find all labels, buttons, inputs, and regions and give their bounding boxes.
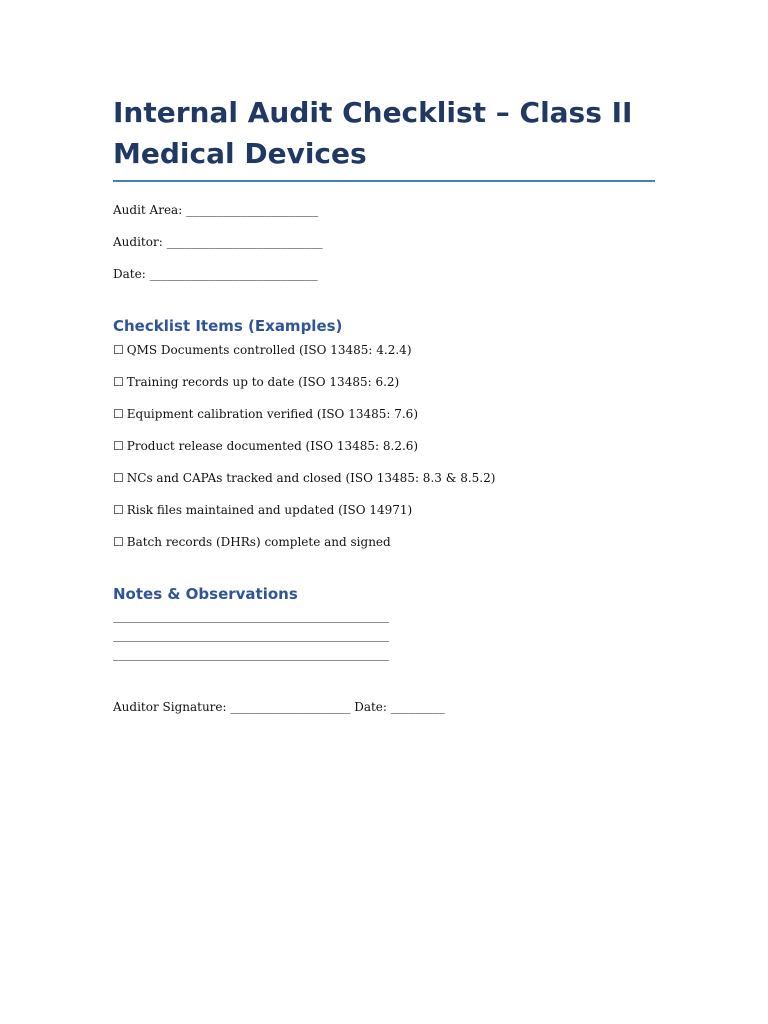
checkbox-icon: ☐ — [113, 407, 124, 421]
auditor-blank: __________________________ — [166, 235, 323, 249]
date-blank: ____________________________ — [149, 267, 318, 281]
document-title — [113, 92, 655, 182]
checklist-item — [113, 342, 412, 358]
checklist-item — [113, 406, 418, 422]
checkbox-icon: ☐ — [113, 503, 124, 517]
notes-line: ______________________________________________ — [113, 609, 389, 623]
checklist-item — [113, 438, 418, 454]
checkbox-icon: ☐ — [113, 439, 124, 453]
document-page — [113, 92, 655, 714]
checkbox-icon: ☐ — [113, 375, 124, 389]
checklist-item-text: Training records up to date (ISO 13485: 6.2) — [126, 375, 400, 389]
audit-area-label: Audit Area: — [113, 203, 183, 217]
title-line-2: Medical Devices — [113, 137, 367, 170]
auditor-field — [113, 234, 323, 250]
checkbox-icon: ☐ — [113, 471, 124, 485]
audit-area-field — [113, 202, 318, 218]
checklist-item-text: Batch records (DHRs) complete and signed — [126, 535, 391, 549]
checklist-item-text: Product release documented (ISO 13485: 8.2.6) — [126, 439, 419, 453]
checklist-item — [113, 502, 412, 518]
signature-line: Auditor Signature: ____________________ Date: _________ — [113, 700, 445, 714]
auditor-label: Auditor: — [113, 235, 163, 249]
title-line-1: Internal Audit Checklist – Class II — [113, 96, 633, 129]
checklist-item-text: Equipment calibration verified (ISO 13485: 7.6) — [126, 407, 418, 421]
checkbox-icon: ☐ — [113, 535, 124, 549]
date-field — [113, 266, 318, 282]
checklist-item-text: QMS Documents controlled (ISO 13485: 4.2.4) — [126, 343, 412, 357]
audit-area-blank: ______________________ — [186, 203, 319, 217]
checklist-item — [113, 470, 495, 486]
checkbox-icon: ☐ — [113, 343, 124, 357]
checklist-heading: Checklist Items (Examples) — [113, 317, 343, 335]
notes-line: ______________________________________________ — [113, 647, 389, 661]
checklist-item-text: NCs and CAPAs tracked and closed (ISO 13485: 8.3 & 8.5.2) — [126, 471, 496, 485]
date-label: Date: — [113, 267, 146, 281]
notes-heading: Notes & Observations — [113, 585, 298, 603]
checklist-item — [113, 534, 391, 550]
checklist-item-text: Risk files maintained and updated (ISO 14971) — [126, 503, 413, 517]
checklist-item — [113, 374, 399, 390]
notes-line: ______________________________________________ — [113, 628, 389, 642]
